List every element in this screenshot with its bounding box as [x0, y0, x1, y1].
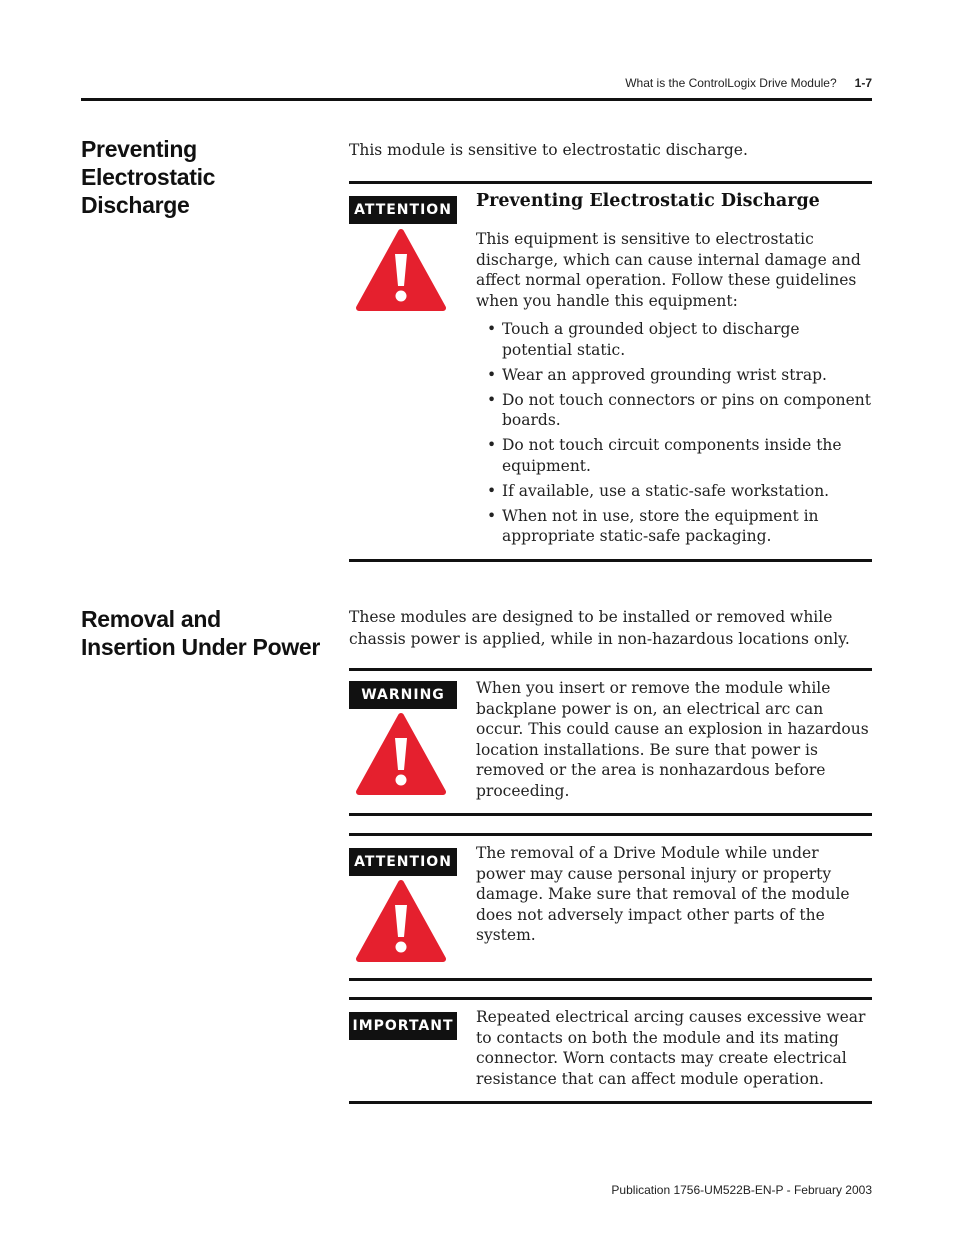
section-title-esd: Preventing Electrostatic Discharge [81, 136, 216, 218]
notice-text: The removal of a Drive Module while under power may cause personal injury or property damage. Make sure that removal of the module does not adversely impact other parts of the system. [476, 844, 850, 944]
publication-footer: Publication 1756-UM522B-EN-P - February 2003 [611, 1183, 872, 1197]
list-item: • Do not touch connectors or pins on component boards. [476, 390, 872, 431]
list-item: • If available, use a static-safe workstation. [476, 481, 872, 502]
notice-bottom-rule [349, 978, 872, 981]
running-title: What is the ControlLogix Drive Module? [625, 76, 837, 90]
attention-notice-removal [349, 833, 872, 982]
notice-top-rule [349, 833, 872, 836]
notice-bottom-rule [349, 1101, 872, 1104]
notice-text: When you insert or remove the module while backplane power is on, an electrical arc can occur. This could cause an explosion in hazardous location installations. Be sure that power is removed or the area is nonhazardous before proceeding. [476, 679, 869, 800]
notice-bottom-rule [349, 559, 872, 562]
header-rule [81, 98, 872, 101]
important-notice [349, 997, 872, 1105]
section-intro-riup: These modules are designed to be installed or removed while chassis power is applied, while in non-hazardous locations only. [349, 608, 850, 648]
notice-top-rule [349, 668, 872, 671]
esd-guideline-list [476, 319, 872, 551]
warning-triangle-icon [355, 228, 447, 312]
notice-top-rule [349, 997, 872, 1000]
attention-label: ATTENTION [349, 196, 457, 224]
warning-label: WARNING [349, 681, 457, 709]
notice-top-rule [349, 181, 872, 184]
warning-triangle-icon [355, 879, 447, 963]
warning-notice [349, 668, 872, 817]
attention-label: ATTENTION [349, 848, 457, 876]
list-item: • Touch a grounded object to discharge potential static. [476, 319, 872, 360]
running-header [625, 76, 872, 90]
section-intro-esd: This module is sensitive to electrostatic discharge. [349, 141, 748, 159]
page-number: 1-7 [854, 76, 872, 90]
important-label: IMPORTANT [349, 1012, 457, 1040]
warning-triangle-icon [355, 712, 447, 796]
notice-title: Preventing Electrostatic Discharge [476, 191, 820, 211]
list-item: • Do not touch circuit components inside the equipment. [476, 435, 872, 476]
section-title-riup: Removal and Insertion Under Power [81, 606, 321, 660]
list-item: • When not in use, store the equipment in appropriate static-safe packaging. [476, 506, 872, 547]
attention-notice-esd [349, 181, 872, 563]
notice-text: Repeated electrical arcing causes excessive wear to contacts on both the module and its mating connector. Worn contacts may create electrical resistance that can affect module operation. [476, 1008, 866, 1088]
notice-text: This equipment is sensitive to electrostatic discharge, which can cause internal damage and affect normal operation. Follow these guidelines when you handle this equipment: [476, 230, 861, 310]
notice-bottom-rule [349, 813, 872, 816]
list-item: • Wear an approved grounding wrist strap. [476, 365, 872, 386]
